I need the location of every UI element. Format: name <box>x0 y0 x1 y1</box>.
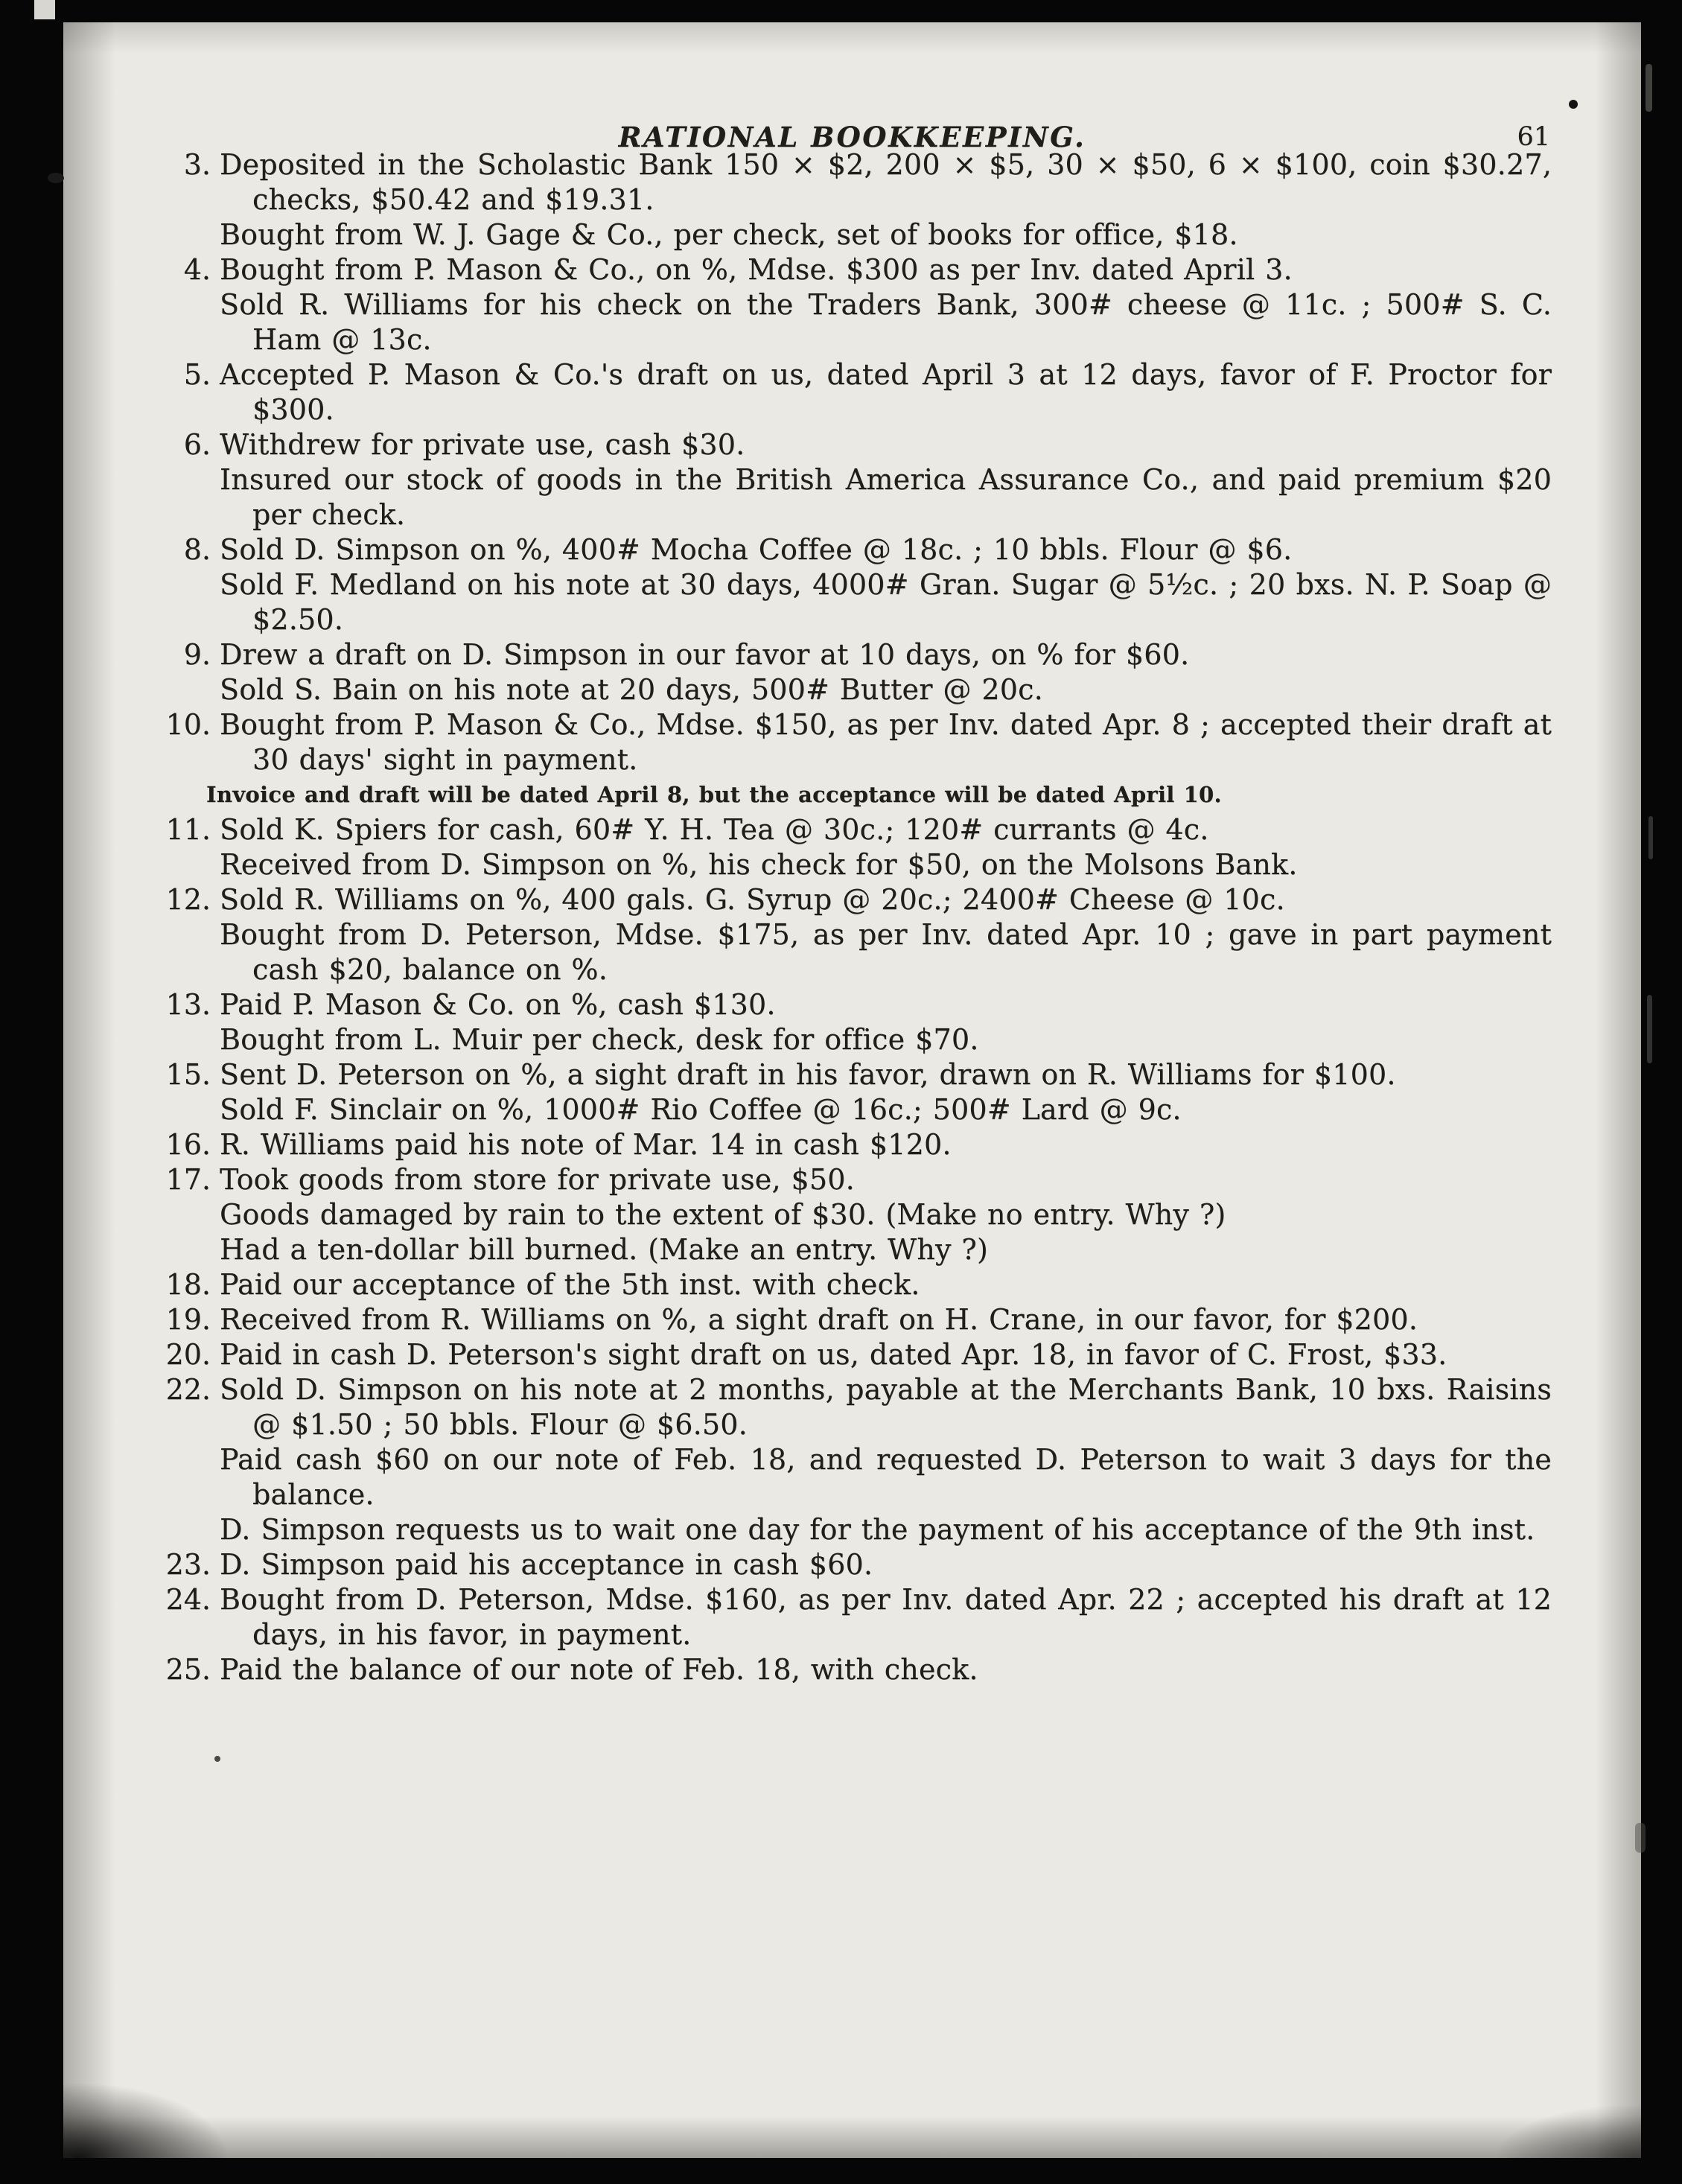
entry-number: 23. <box>165 1548 211 1581</box>
entry-paragraph: Had a ten-dollar bill burned. (Make an entry. Why ?) <box>220 1233 989 1266</box>
page-number: 61 <box>1517 122 1550 152</box>
entry-paragraph: Received from R. Williams on %, a sight draft on H. Crane, in our favor, for $200. <box>220 1303 1418 1336</box>
entry-paragraph: Paid in cash D. Peterson's sight draft on us, dated Apr. 18, in favor of C. Frost, $33. <box>220 1338 1447 1371</box>
entry-number: 10. <box>165 708 211 741</box>
entry-body <box>220 1162 1552 1267</box>
page-title: RATIONAL BOOKKEEPING. <box>618 121 1086 153</box>
scan-notch <box>34 0 55 19</box>
entry-paragraph: Sold D. Simpson on his note at 2 months, payable at the Merchants Bank, 10 bxs. Raisins @ $1.50 ; 50 bbls. Flour @ $6.50. <box>220 1373 1552 1441</box>
entry-paragraph: Took goods from store for private use, $50. <box>220 1163 855 1196</box>
entry-paragraph: Bought from P. Mason & Co., Mdse. $150, as per Inv. dated Apr. 8 ; accepted their draft at 30 days' sight in payment. <box>220 708 1552 776</box>
entry-body <box>220 1372 1552 1547</box>
entry-paragraph: Sent D. Peterson on %, a sight draft in his favor, drawn on R. Williams for $100. <box>220 1058 1396 1091</box>
entry <box>163 1582 1552 1652</box>
entry-paragraph: Deposited in the Scholastic Bank 150 × $2, 200 × $5, 30 × $50, 6 × $100, coin $30.27, checks, $50.42 and $19.31. <box>220 148 1552 216</box>
entry-number: 3. <box>183 148 211 181</box>
entry-body <box>220 1267 1552 1302</box>
entry-paragraph: R. Williams paid his note of Mar. 14 in cash $120. <box>220 1128 952 1161</box>
entry-number: 18. <box>165 1268 211 1301</box>
entry <box>163 1372 1552 1547</box>
entry-number: 24. <box>165 1583 211 1616</box>
entry-paragraph: Sold S. Bain on his note at 20 days, 500# Butter @ 20c. <box>220 673 1043 706</box>
entry-number: 22. <box>165 1373 211 1406</box>
entry-body <box>220 532 1552 637</box>
entry-body <box>206 707 1552 812</box>
entry-number: 8. <box>183 533 211 566</box>
entry <box>163 987 1552 1057</box>
entry-paragraph: Bought from W. J. Gage & Co., per check, set of books for office, $18. <box>220 218 1238 251</box>
entry-paragraph: Goods damaged by rain to the extent of $30. (Make no entry. Why ?) <box>220 1198 1226 1231</box>
entry <box>163 357 1552 427</box>
entry-body <box>220 987 1552 1057</box>
entry-body <box>220 1547 1552 1582</box>
scan-streak <box>1648 816 1653 859</box>
entry-paragraph: D. Simpson requests us to wait one day for the payment of his acceptance of the 9th inst. <box>220 1513 1535 1546</box>
entry-body <box>220 1302 1552 1337</box>
entry-paragraph: Sold K. Spiers for cash, 60# Y. H. Tea @ 30c.; 120# currants @ 4c. <box>220 813 1209 846</box>
scan-streak <box>1647 995 1652 1063</box>
entry-number: 15. <box>165 1058 211 1091</box>
entry <box>163 812 1552 882</box>
entry-number: 5. <box>183 358 211 391</box>
entry-paragraph: Drew a draft on D. Simpson in our favor at 10 days, on % for $60. <box>220 638 1190 671</box>
entry-number: 12. <box>165 883 211 916</box>
entry <box>163 1267 1552 1302</box>
entry-body <box>220 1337 1552 1372</box>
entry-paragraph: Sold R. Williams for his check on the Traders Bank, 300# cheese @ 11c. ; 500# S. C. Ham @ 13c. <box>220 288 1552 356</box>
entry <box>163 147 1552 252</box>
entry-body <box>220 637 1552 707</box>
entry-body <box>220 427 1552 532</box>
entry-paragraph: Bought from P. Mason & Co., on %, Mdse. $300 as per Inv. dated April 3. <box>220 253 1293 286</box>
entry-paragraph: Paid our acceptance of the 5th inst. with check. <box>220 1268 920 1301</box>
entry-number: 13. <box>165 988 211 1021</box>
book-page <box>63 22 1641 2158</box>
entry-number: 4. <box>183 253 211 286</box>
entry <box>163 882 1552 987</box>
entry-body <box>220 1582 1552 1652</box>
entry-paragraph: Paid the balance of our note of Feb. 18, with check. <box>220 1653 978 1686</box>
entry-paragraph: Sold F. Medland on his note at 30 days, 4000# Gran. Sugar @ 5½c. ; 20 bxs. N. P. Soap @ $2.50. <box>220 568 1552 636</box>
entry-paragraph: Sold R. Williams on %, 400 gals. G. Syrup @ 20c.; 2400# Cheese @ 10c. <box>220 883 1285 916</box>
entry <box>163 1302 1552 1337</box>
entry-number: 17. <box>165 1163 211 1196</box>
entry-paragraph: D. Simpson paid his acceptance in cash $60. <box>220 1548 873 1581</box>
entry-body <box>220 252 1552 357</box>
entry-body <box>220 357 1552 427</box>
entry-paragraph: Insured our stock of goods in the British America Assurance Co., and paid premium $20 per check. <box>220 463 1552 531</box>
entry-paragraph: Sold F. Sinclair on %, 1000# Rio Coffee @ 16c.; 500# Lard @ 9c. <box>220 1093 1182 1126</box>
entry-paragraph: Withdrew for private use, cash $30. <box>220 428 745 461</box>
entry-footnote: Invoice and draft will be dated April 8, but the acceptance will be dated April 10. <box>206 782 1222 807</box>
entry <box>163 532 1552 637</box>
entry-number: 25. <box>165 1653 211 1686</box>
entry-paragraph: Bought from D. Peterson, Mdse. $160, as per Inv. dated Apr. 22 ; accepted his draft at 12 days, in his favor, in payment. <box>220 1583 1552 1651</box>
entry <box>163 1057 1552 1127</box>
entry-paragraph: Bought from L. Muir per check, desk for office $70. <box>220 1023 979 1056</box>
entry-body <box>220 1127 1552 1162</box>
entry <box>163 637 1552 707</box>
entry-number: 19. <box>165 1303 211 1336</box>
entry-paragraph: Sold D. Simpson on %, 400# Mocha Coffee @ 18c. ; 10 bbls. Flour @ $6. <box>220 533 1293 566</box>
entry <box>163 1652 1552 1687</box>
entry-body <box>220 1057 1552 1127</box>
entry-paragraph: Bought from D. Peterson, Mdse. $175, as per Inv. dated Apr. 10 ; gave in part payment cash $20, balance on %. <box>220 918 1552 986</box>
scan-speck <box>48 173 64 183</box>
entry <box>163 1547 1552 1582</box>
entry <box>163 1127 1552 1162</box>
entry-number: 16. <box>165 1128 211 1161</box>
entry <box>163 707 1552 812</box>
entries-list <box>163 147 1552 1687</box>
entry-body <box>220 812 1552 882</box>
entry-number: 9. <box>183 638 211 671</box>
entry <box>163 252 1552 357</box>
entry <box>163 1337 1552 1372</box>
entry-number: 20. <box>165 1338 211 1371</box>
entry-paragraph: Accepted P. Mason & Co.'s draft on us, dated April 3 at 12 days, favor of F. Proctor for $300. <box>220 358 1552 426</box>
entry-paragraph: Paid P. Mason & Co. on %, cash $130. <box>220 988 776 1021</box>
entry <box>163 1162 1552 1267</box>
entry-body <box>220 882 1552 987</box>
entry-number: 6. <box>183 428 211 461</box>
entry-paragraph: Paid cash $60 on our note of Feb. 18, and requested D. Peterson to wait 3 days for the balance. <box>220 1443 1552 1511</box>
entry <box>163 427 1552 532</box>
entry-body <box>220 147 1552 252</box>
scan-streak <box>1646 64 1652 112</box>
entry-number: 11. <box>165 813 211 846</box>
entry-paragraph: Received from D. Simpson on %, his check for $50, on the Molsons Bank. <box>220 848 1298 881</box>
entry-body <box>220 1652 1552 1687</box>
